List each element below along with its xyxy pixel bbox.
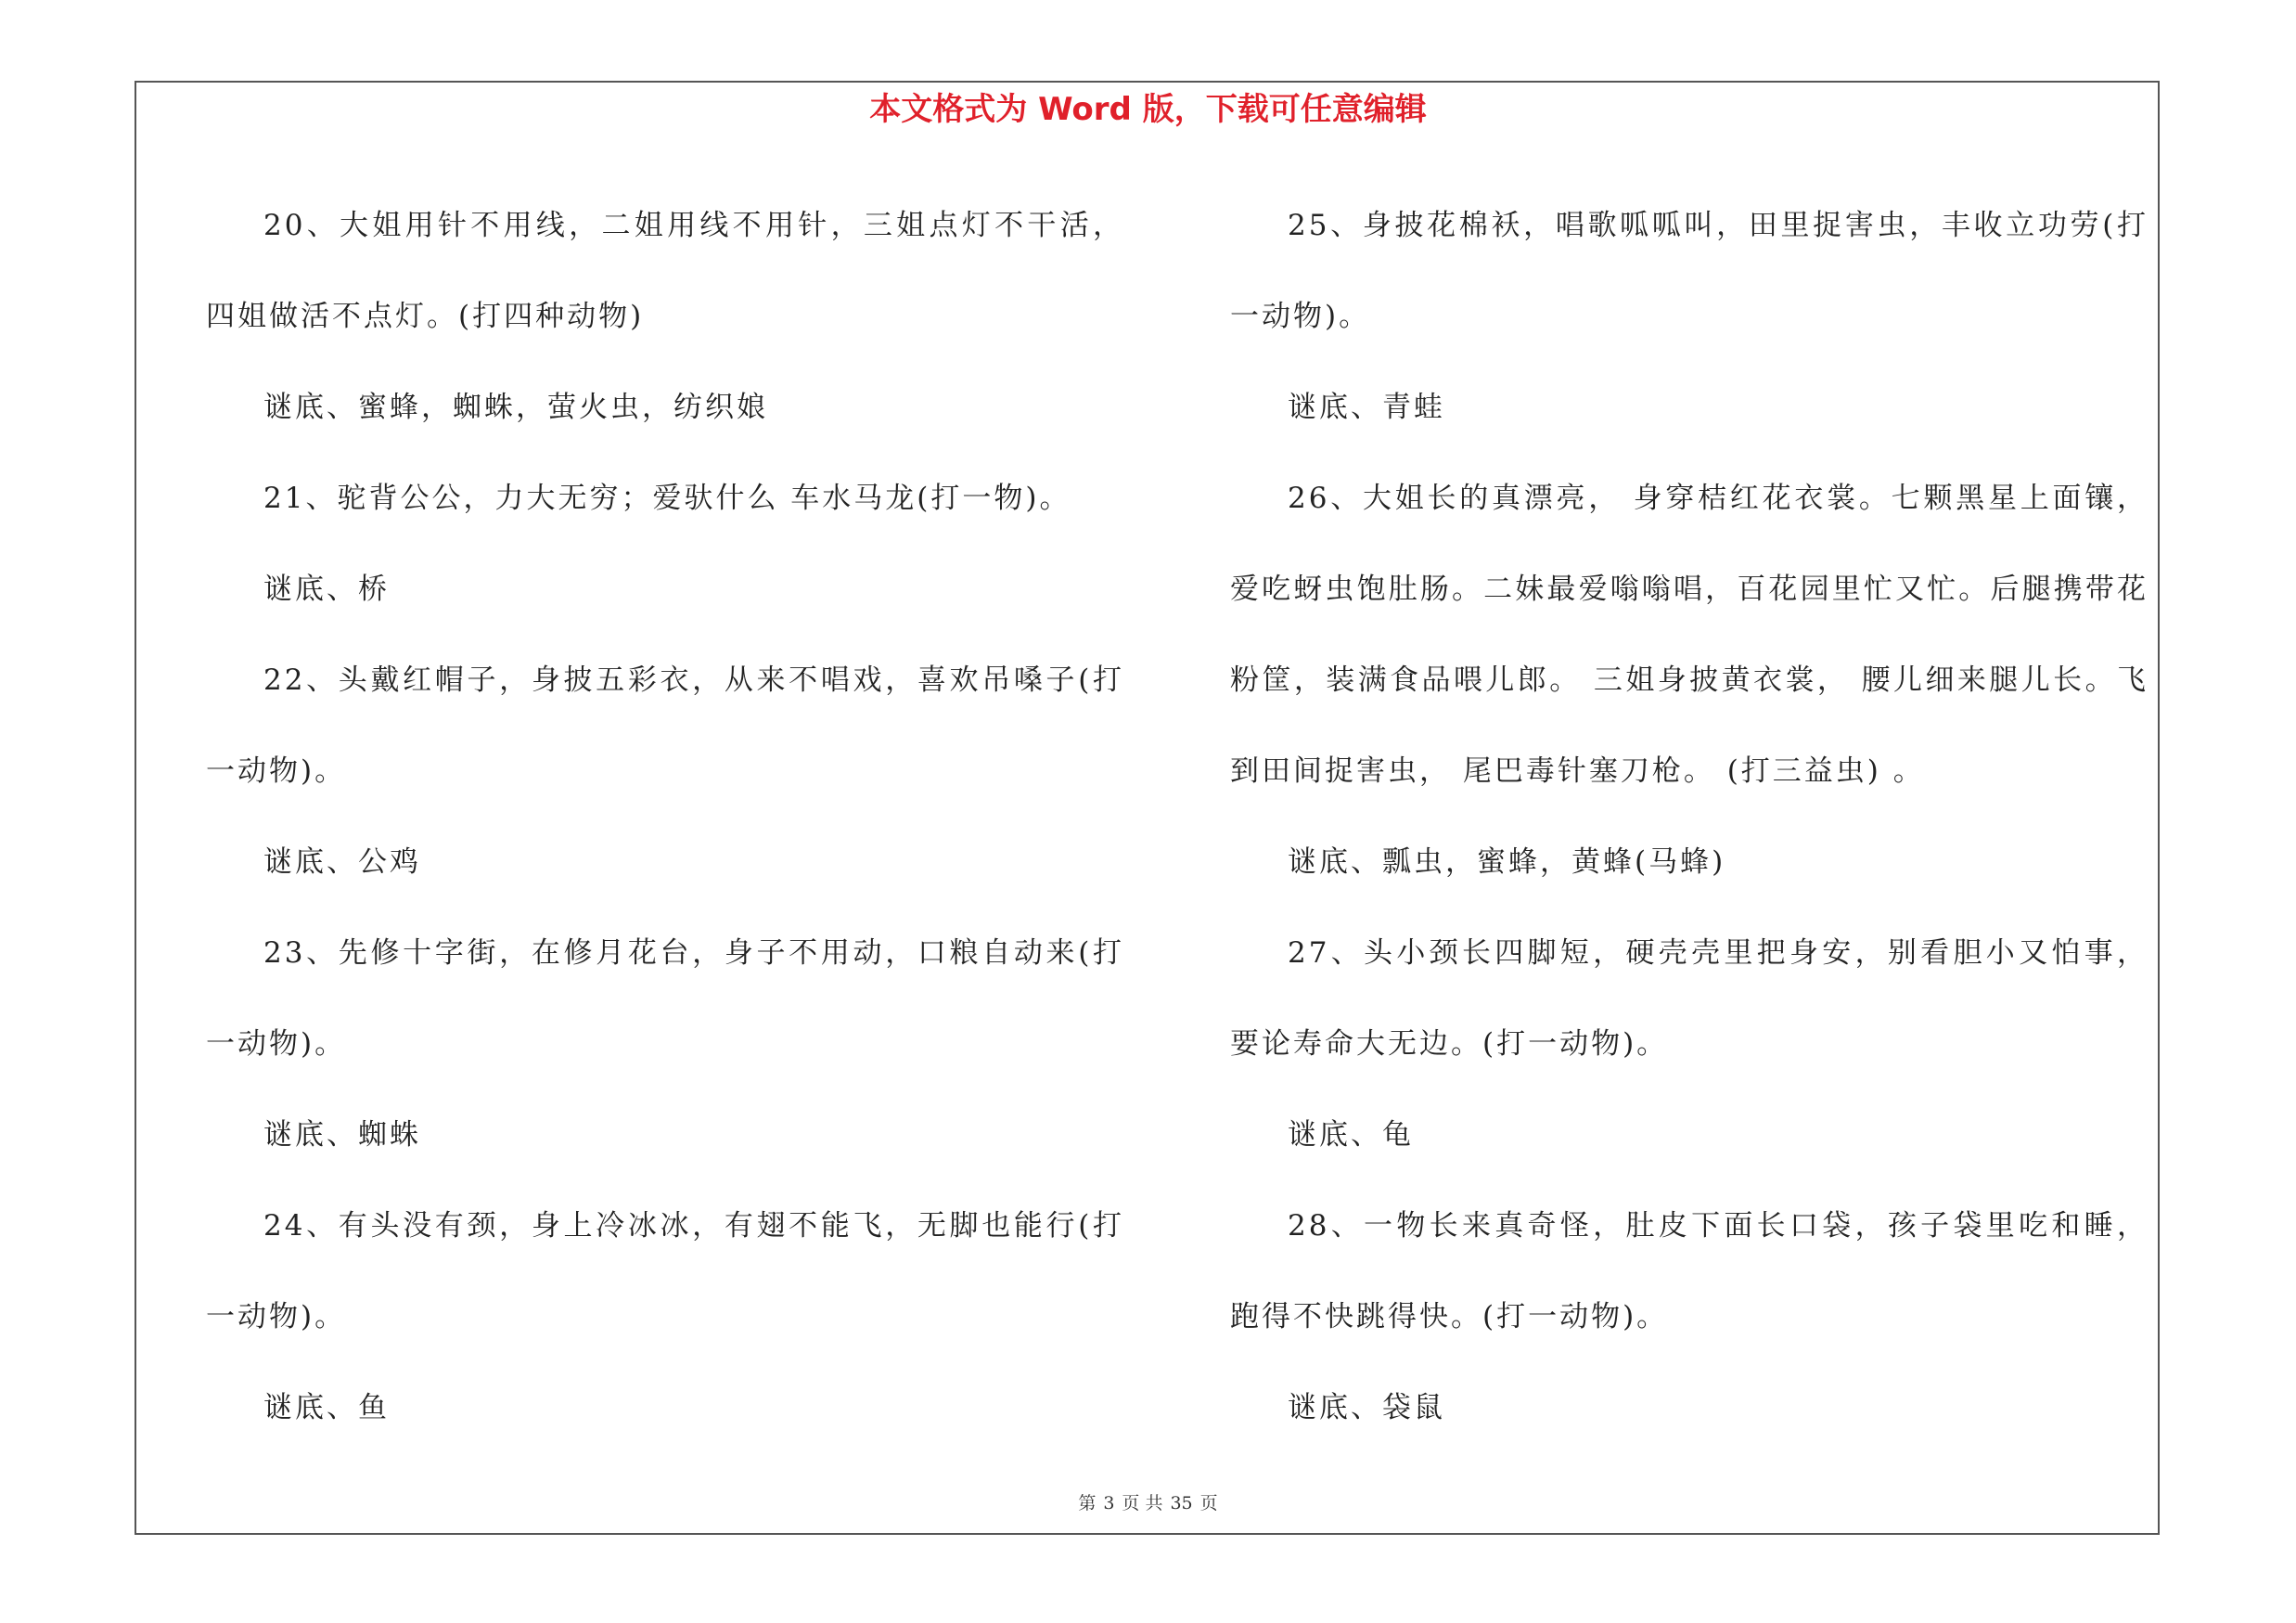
- page-header: 本文格式为 Word 版，下载可任意编辑: [869, 91, 1427, 128]
- footer-suffix: 页: [1199, 1493, 1218, 1514]
- page-footer: [0, 1492, 2296, 1514]
- riddle-20: 20、大姐用针不用线，二姐用线不用针，三姐点灯不干活，四姐做活不点灯。(打四种动物): [206, 209, 1124, 333]
- answer-21: 谜底、桥: [263, 573, 390, 606]
- footer-middle: 页 共: [1122, 1493, 1163, 1514]
- answer-26: 谜底、瓢虫，蜜蜂，黄蜂(马蜂): [1288, 845, 1726, 879]
- answer-22: 谜底、公鸡: [263, 845, 421, 879]
- riddle-28: 28、一物长来真奇怪，肚皮下面长口袋，孩子袋里吃和睡，跑得不快跳得快。(打一动物)。: [1230, 1209, 2148, 1333]
- footer-prefix: 第: [1078, 1493, 1097, 1514]
- riddle-22: 22、头戴红帽子，身披五彩衣，从来不唱戏，喜欢吊嗓子(打一动物)。: [206, 663, 1124, 788]
- riddle-23: 23、先修十字街，在修月花台，身子不用动，口粮自动来(打一动物)。: [206, 936, 1124, 1061]
- answer-27: 谜底、龟: [1288, 1118, 1414, 1152]
- riddle-24: 24、有头没有颈，身上冷冰冰，有翅不能飞，无脚也能行(打一动物)。: [206, 1209, 1124, 1333]
- answer-20: 谜底、蜜蜂，蜘蛛，萤火虫，纺织娘: [263, 391, 768, 424]
- answer-24: 谜底、鱼: [263, 1391, 390, 1424]
- footer-total-pages: 35: [1170, 1493, 1193, 1514]
- left-column: [206, 180, 1124, 1453]
- answer-23: 谜底、蜘蛛: [263, 1118, 421, 1152]
- riddle-26: 26、大姐长的真漂亮， 身穿桔红花衣裳。七颗黑星上面镶， 爱吃蚜虫饱肚肠。二妹最爱嗡嗡唱，百花园里忙又忙。后腿携带花粉筐，装满食品喂儿郎。 三姐身披黄衣裳， 腰儿细来腿儿长。飞到田间捉害虫， 尾巴毒针塞刀枪。 (打三益虫) 。: [1230, 482, 2148, 788]
- footer-current-page: 3: [1103, 1493, 1115, 1514]
- riddle-25: 25、身披花棉袄，唱歌呱呱叫，田里捉害虫，丰收立功劳(打一动物)。: [1230, 209, 2148, 333]
- riddle-21: 21、驼背公公，力大无穷；爱驮什么 车水马龙(打一物)。: [263, 482, 1071, 515]
- riddle-27: 27、头小颈长四脚短，硬壳壳里把身安，别看胆小又怕事，要论寿命大无边。(打一动物)。: [1230, 936, 2148, 1061]
- right-column: [1230, 180, 2148, 1453]
- answer-25: 谜底、青蛙: [1288, 391, 1445, 424]
- answer-28: 谜底、袋鼠: [1288, 1391, 1445, 1424]
